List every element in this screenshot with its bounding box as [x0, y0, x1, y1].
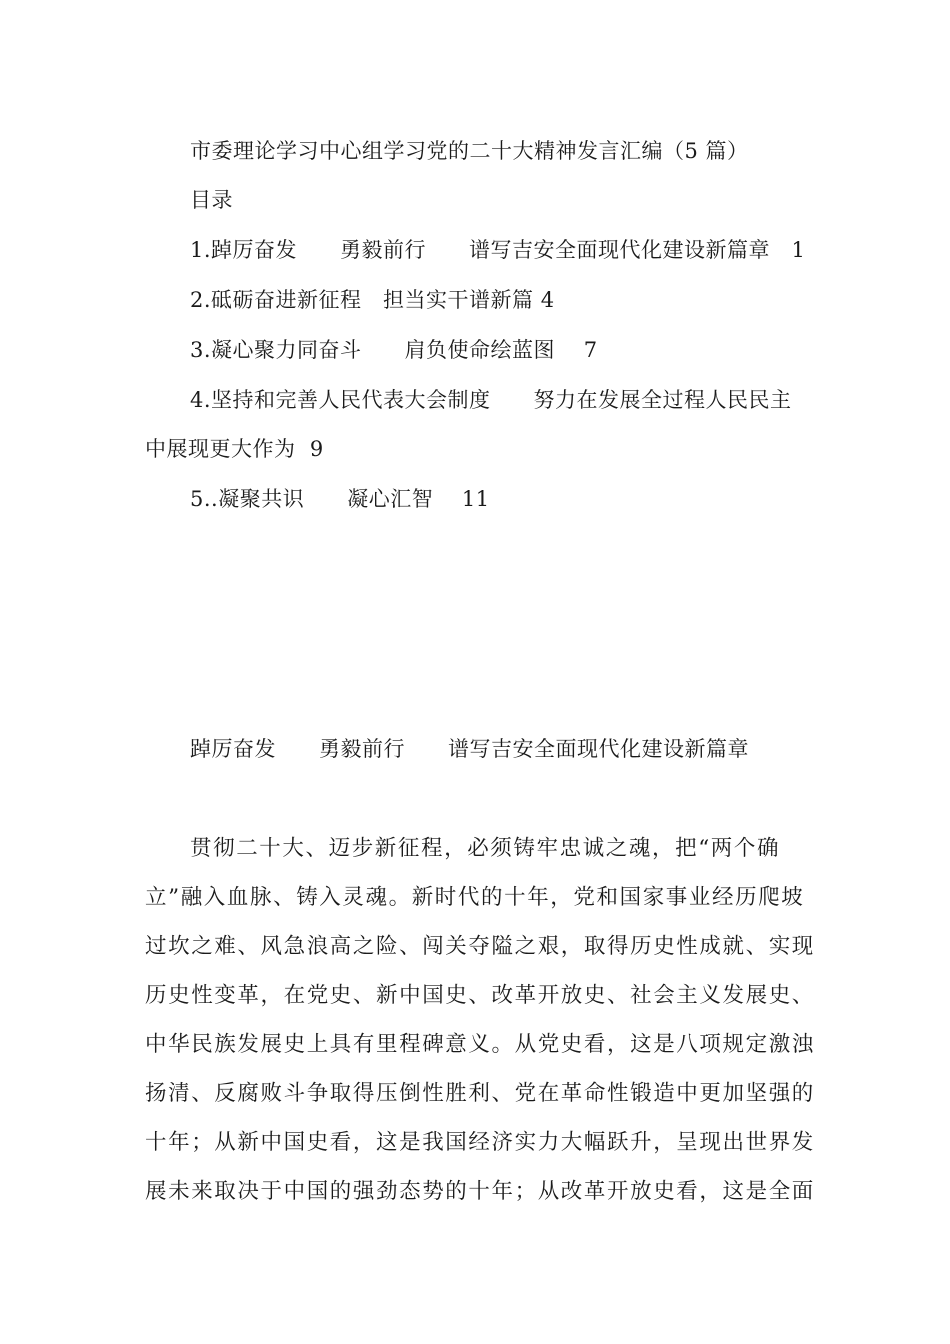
toc-item-2[interactable]: 2.砥砺奋进新征程 担当实干谱新篇 4: [190, 288, 555, 312]
body-line: 历史性变革，在党史、新中国史、改革开放史、社会主义发展史、: [145, 983, 815, 1008]
body-line: 贯彻二十大、迈步新征程，必须铸牢忠诚之魂，把“两个确: [190, 836, 781, 861]
toc-item-4-continuation[interactable]: 中展现更大作为 9: [145, 437, 324, 461]
body-line: 十年；从新中国史看，这是我国经济实力大幅跃升，呈现出世界发: [145, 1130, 815, 1155]
toc-heading: 目录: [190, 188, 233, 212]
body-line: 扬清、反腐败斗争取得压倒性胜利、党在革命性锻造中更加坚强的: [145, 1081, 815, 1106]
toc-item-5[interactable]: 5..凝聚共识 凝心汇智 11: [190, 487, 490, 511]
toc-item-4[interactable]: 4.坚持和完善人民代表大会制度 努力在发展全过程人民民主: [190, 388, 792, 412]
body-line: 立”融入血脉、铸入灵魂。新时代的十年，党和国家事业经历爬坡: [145, 885, 805, 910]
body-line: 展未来取决于中国的强劲态势的十年；从改革开放史看，这是全面: [145, 1179, 815, 1204]
toc-item-1[interactable]: 1.踔厉奋发 勇毅前行 谱写吉安全面现代化建设新篇章 1: [190, 238, 806, 262]
body-line: 中华民族发展史上具有里程碑意义。从党史看，这是八项规定激浊: [145, 1032, 815, 1057]
section-title: 踔厉奋发 勇毅前行 谱写吉安全面现代化建设新篇章: [190, 737, 749, 761]
body-line: 过坎之难、风急浪高之险、闯关夺隘之艰，取得历史性成就、实现: [145, 934, 815, 959]
document-title: 市委理论学习中心组学习党的二十大精神发言汇编（5 篇）: [190, 139, 749, 163]
toc-item-3[interactable]: 3.凝心聚力同奋斗 肩负使命绘蓝图 7: [190, 338, 598, 362]
